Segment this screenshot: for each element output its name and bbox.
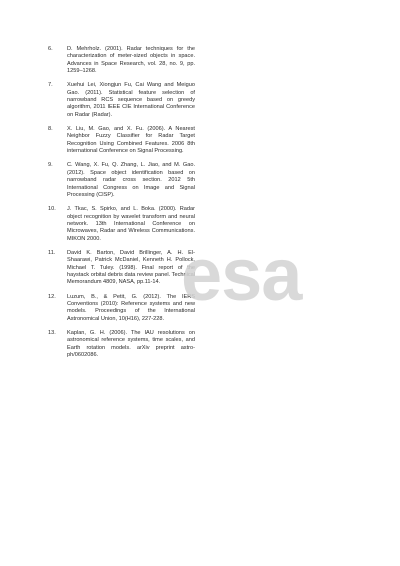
reference-text: Xuehui Lei, Xiongjun Fu, Cai Wang and Meiguo Gao. (2011). Statistical feature selection of narrowband RCS sequence based on greedy algorithm, 2011 IEEE CIE International Conference on Radar (Radar). — [67, 82, 195, 118]
reference-item — [48, 126, 195, 155]
reference-item — [48, 46, 195, 75]
reference-number: 11. — [48, 249, 56, 256]
reference-number: 6. — [48, 46, 53, 52]
reference-number: 7. — [48, 82, 53, 89]
reference-number: 10. — [48, 206, 56, 213]
reference-item — [48, 330, 195, 359]
reference-text: J. Tkac, S. Spirko, and L. Boka. (2000). Radar object recognition by wavelet transform and neural network. 13th International Conference on Microwaves, Radar and Wireless Communications. MIKON 2000. — [67, 206, 195, 242]
reference-text: Kaplan, G. H. (2006). The IAU resolutions on astronomical reference systems, time scales, and Earth rotation models. arXiv preprint astro-ph/0602086. — [67, 330, 195, 359]
reference-list — [48, 46, 195, 366]
reference-number: 9. — [48, 162, 53, 169]
reference-text: C. Wang, X. Fu, Q. Zhang, L. Jiao, and M. Gao. (2012). Space object identification based on narrowband radar cross section. 2012 5th International Congress on Image and Signal Processing (CISP). — [67, 162, 195, 198]
esa-watermark-logo: esa — [181, 233, 302, 316]
reference-number: 13. — [48, 330, 56, 336]
reference-text: David K. Barton, David Brillinger, A. H. El-Shaarawi, Patrick McDaniel, Kenneth H. Pollock, Michael T. Tuley. (1998). Final report of the haystack orbital debris data review panel. Technical Memorandum 4809, NASA, pp.11-14. — [67, 249, 195, 286]
reference-text: Luzum, B., & Petit, G. (2012). The IERS Conventions (2010): Reference systems and new models. Proceedings of the International Astronomical Union, 10(H16), 227-228. — [67, 293, 195, 322]
reference-number: 12. — [48, 293, 56, 300]
reference-item — [48, 250, 195, 287]
reference-text: D. Mehrholz. (2001). Radar techniques for the characterization of meter-sized objects in space. Advances in Space Research, vol. 28, no. 9, pp. 1259–1268. — [67, 46, 195, 75]
reference-text: X. Liu, M. Gao, and X. Fu. (2006). A Nearest Neighbor Fuzzy Classifier for Radar Target Recognition Using Combined Features. 2006 8th international Conference on Signal Processing. — [67, 126, 195, 155]
reference-item — [48, 206, 195, 243]
reference-item — [48, 82, 195, 119]
reference-item — [48, 162, 195, 199]
reference-item — [48, 294, 195, 323]
reference-number: 8. — [48, 126, 53, 133]
